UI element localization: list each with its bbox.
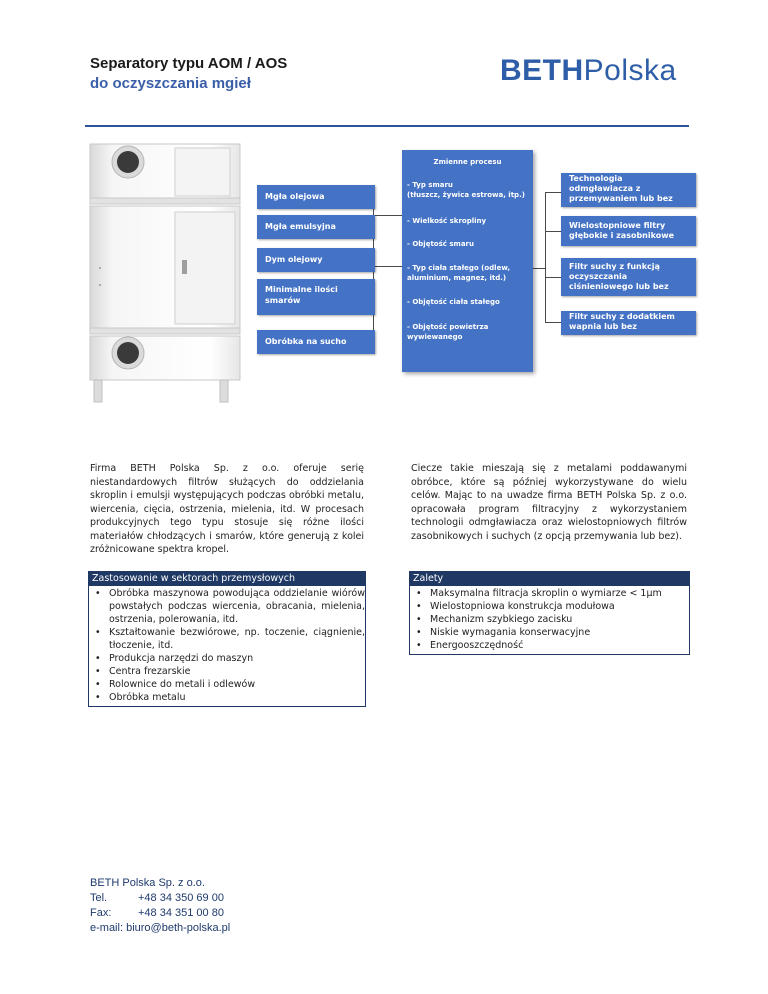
phone-label: Tel. xyxy=(90,892,108,904)
email-row xyxy=(90,921,230,936)
advantages-box xyxy=(409,571,690,655)
variable-item xyxy=(407,322,529,342)
phone-value: +48 34 350 69 00 xyxy=(138,892,224,904)
solution-label: odmgławiacza z xyxy=(569,184,641,193)
list-item: • Produkcja narzędzi do maszyn xyxy=(109,652,365,665)
process-label: smarów xyxy=(265,296,301,305)
variable-text: wywiewanego xyxy=(407,333,463,341)
solution-box-dry-filter-pulse xyxy=(561,258,696,296)
solution-box-demister xyxy=(561,173,696,207)
list-item: • Maksymalna filtracja skroplin o wymiarze < 1µm xyxy=(430,587,689,600)
email-link[interactable]: biuro@beth-polska.pl xyxy=(126,922,231,934)
process-label: Obróbka na sucho xyxy=(265,337,347,346)
list-item: • Energooszczędność xyxy=(430,639,689,652)
connector-line xyxy=(545,231,561,232)
solution-label: przemywaniem lub bez xyxy=(569,194,673,203)
solution-label: Filtr suchy z dodatkiem xyxy=(569,312,675,321)
description-paragraph: Ciecze takie mieszają się z metalami poddawanymi obróbce, które są później wykorzystywane do wielu celów. Mając to na uwadze firma BETH Polska Sp. z o.o. opracowała program filtracyjny z wykorzystaniem technologii odmgławiacza oraz wielostopniowych filtrów zasobnikowych i suchych (z opcją przemywania lub bez). xyxy=(411,463,687,542)
process-variables-panel xyxy=(402,150,533,372)
list-item: • Rolownice do metali i odlewów xyxy=(109,678,365,691)
page-subtitle: do oczyszczania mgieł xyxy=(90,75,251,92)
solution-label: ciśnieniowego lub bez xyxy=(569,282,669,291)
process-label: Mgła olejowa xyxy=(265,192,325,201)
industrial-sectors-box xyxy=(88,571,366,707)
logo-regular-part: Polska xyxy=(583,54,677,87)
solution-label: Technologia xyxy=(569,174,623,183)
process-variables-header: Zmienne procesu xyxy=(433,158,502,166)
variable-item xyxy=(407,216,529,226)
phone-row xyxy=(90,891,230,906)
variable-text: aluminium, magnez, itd.) xyxy=(407,274,507,282)
logo-bold-part: BETH xyxy=(500,54,584,87)
variable-text: - Wielkość skropliny xyxy=(407,217,487,225)
solution-label: Wielostopniowe filtry xyxy=(569,221,666,230)
connector-line xyxy=(545,192,546,322)
variable-item xyxy=(407,263,529,283)
variable-item xyxy=(407,297,529,307)
fax-row xyxy=(90,906,230,921)
variable-text: (tłuszcz, żywica estrowa, itp.) xyxy=(407,191,525,199)
fax-label: Fax: xyxy=(90,907,112,919)
solution-box-dry-filter-lime xyxy=(561,311,696,335)
variable-item xyxy=(407,180,529,200)
connector-line xyxy=(545,277,561,278)
contact-footer xyxy=(90,876,230,936)
solution-label: Filtr suchy z funkcją xyxy=(569,262,660,271)
page-title: Separatory typu AOM / AOS xyxy=(90,55,288,72)
list-item: • Centra frezarskie xyxy=(109,665,365,678)
email-label: e-mail: xyxy=(90,922,124,934)
connector-line xyxy=(373,266,402,267)
fax-value: +48 34 351 00 80 xyxy=(138,907,224,919)
list-item: • Kształtowanie bezwiórowe, np. toczenie, ciągnienie, tłoczenie, itd. xyxy=(109,626,365,652)
process-label: Dym olejowy xyxy=(265,255,323,264)
industrial-sectors-list xyxy=(89,587,365,704)
connector-line xyxy=(545,192,561,193)
solution-label: głębokie i zasobnikowe xyxy=(569,231,675,240)
intro-paragraph: Firma BETH Polska Sp. z o.o. oferuje serię niestandardowych filtrów służących do oddzielania skroplin i emulsji występujących podczas obróbki metalu, wiercenia, cięcia, ostrzenia, mielenia, itd. W procesach produkcyjnych tego typu stosuje się różne ilości materiałów chłodzących i smarów, które generują z kolei zróżnicowane spektra kropel. xyxy=(90,463,364,555)
process-label: Mgła emulsyjna xyxy=(265,222,336,231)
variable-text: - Objętość ciała stałego xyxy=(407,298,500,306)
solution-label: oczyszczania xyxy=(569,272,628,281)
list-item: • Obróbka maszynowa powodująca oddzielanie wiórów powstałych podczas wiercenia, obracania, mielenia, ostrzenia, polerowania, itd. xyxy=(109,587,365,626)
connector-line xyxy=(373,215,402,216)
solution-box-multistage-filters xyxy=(561,216,696,246)
variable-item xyxy=(407,239,529,249)
header-divider xyxy=(85,125,689,127)
process-box-emulsion-mist xyxy=(257,215,375,239)
process-box-oil-mist xyxy=(257,185,375,209)
variable-text: - Objętość powietrza xyxy=(407,323,489,331)
industrial-sectors-header: Zastosowanie w sektorach przemysłowych xyxy=(89,572,365,586)
advantages-list xyxy=(410,587,689,652)
solution-label: wapnia lub bez xyxy=(569,322,637,331)
list-item: • Wielostopniowa konstrukcja modułowa xyxy=(430,600,689,613)
process-box-dry-machining xyxy=(257,330,375,354)
company-name: BETH Polska Sp. z o.o. xyxy=(90,877,205,889)
variable-text: - Typ ciała stałego (odlew, xyxy=(407,264,511,272)
process-box-minimal-lubricant xyxy=(257,279,375,315)
beth-polska-logo xyxy=(500,56,677,86)
list-item: • Mechanizm szybkiego zacisku xyxy=(430,613,689,626)
process-box-oil-smoke xyxy=(257,248,375,272)
list-item: • Obróbka metalu xyxy=(109,691,365,704)
advantages-header: Zalety xyxy=(410,572,689,586)
separator-machine-illustration xyxy=(80,140,380,410)
variable-text: - Objętość smaru xyxy=(407,240,474,248)
connector-line xyxy=(533,268,545,269)
variable-text: - Typ smaru xyxy=(407,181,453,189)
process-label: Minimalne ilości xyxy=(265,285,338,294)
connector-line xyxy=(545,322,561,323)
list-item: • Niskie wymagania konserwacyjne xyxy=(430,626,689,639)
